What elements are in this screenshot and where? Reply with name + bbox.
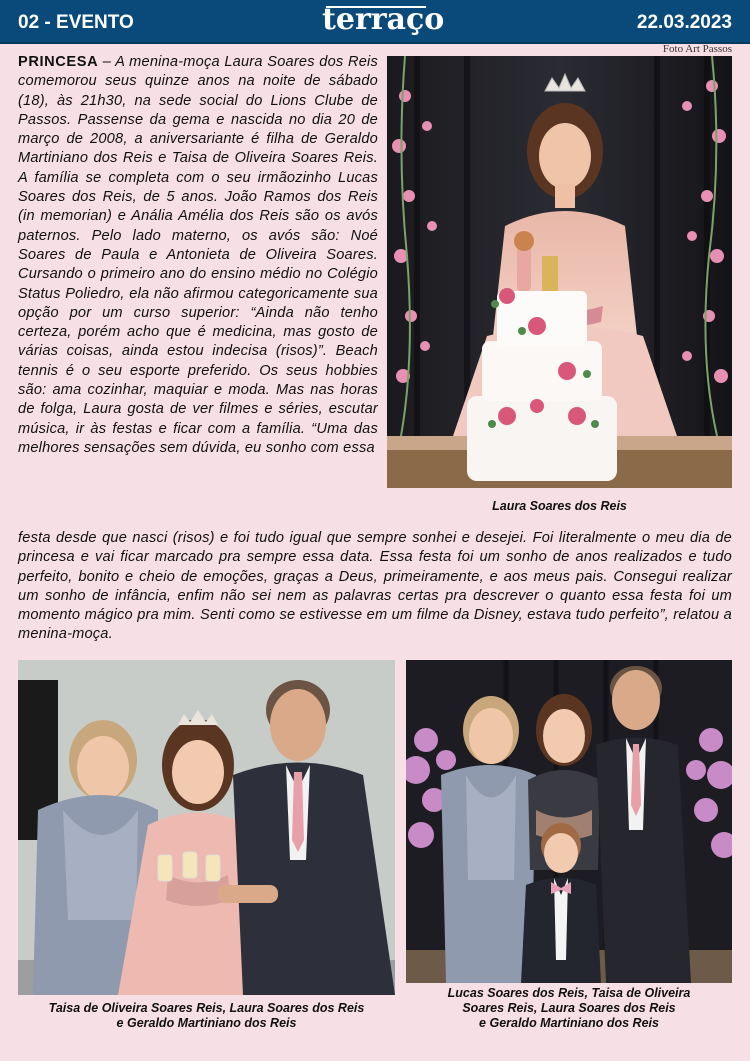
photo-caption-2: [18, 1001, 395, 1031]
photo-caption-2-line1: Taisa de Oliveira Soares Reis, Laura Soares dos Reis: [48, 1001, 365, 1015]
photo-caption-3-line2: Soares Reis, Laura Soares dos Reis: [462, 1001, 676, 1015]
photo-caption-3: [406, 986, 732, 1031]
section-label: 02 - EVENTO: [18, 12, 134, 33]
article-lead: PRINCESA: [18, 54, 99, 70]
issue-date: 22.03.2023: [636, 12, 732, 33]
photo-family-toast: [18, 660, 395, 995]
photo-full-family: [406, 660, 732, 983]
article-continuation: festa desde que nasci (risos) e foi tudo igual que sempre sonhei e desejei. Foi literalmente o meu dia de princesa e vai ficar marcado pra sempre essa data. Essa festa foi um sonho de anos realizados e tudo perfeito, bonito e cheio de emoções, graças a Deus, primeiramente, e aos meus pais. Consegui realizar um sonho de infância, enfim não sei nem as palavras certas pra descrever o quanto essa festa foi um momento mágico pra mim. Senti como se estivesse em um filme da Disney, estava tudo perfeito”, relatou a menina-moça.: [18, 530, 732, 643]
photo-caption-2-line2: e Geraldo Martiniano dos Reis: [116, 1016, 297, 1030]
photo-credit: Foto Art Passos: [662, 43, 732, 55]
photo-full-family-image: [406, 660, 732, 983]
article-body: A menina-moça Laura Soares dos Reis comemorou seus quinze anos na noite de sábado (18), às 21h30, na sede social do Lions Clube de Passos. Passense da gema e nascida no dia 20 de março de 2008, a aniversariante é filha de Geraldo Martiniano dos Reis e Taisa de Oliveira Soares Reis. A família se completa com o seu irmãozinho Lucas Soares dos Reis, de 5 anos. João Ramos dos Reis (in memorian) e Anália Amélia dos Reis são os avós paternos. Pelo lado materno, os avós são: Noé Soares de Paula e Antonieta de Oliveira Soares. Cursando o primeiro ano do ensino médio no Colégio Status Poliedro, ela não afirmou categoricamente sua opção por um curso superior: “Ainda não tenho certeza, porém acho que é medicina, mas gosto de várias coisas, ainda estou indecisa (risos)”. Beach tennis é o seu esporte preferido. Os seus hobbies são: ama cozinhar, maquiar e moda. Mas nas horas de folga, Laura gosta de ver filmes e séries, escutar música, ir às festas e ficar com a família. “Uma das melhores sensações sem dúvida, eu sonho com essa: [18, 54, 378, 456]
article-dash: –: [98, 54, 116, 70]
photo-birthday-girl-image: [387, 56, 732, 488]
photo-birthday-girl: [387, 56, 732, 488]
article-column-text: [18, 53, 378, 458]
photo-family-toast-image: [18, 660, 395, 995]
page-header: [0, 0, 750, 44]
photo-caption-1: Laura Soares dos Reis: [492, 499, 627, 513]
photo-caption-3-line3: e Geraldo Martiniano dos Reis: [479, 1016, 659, 1030]
newspaper-logo: terraço: [322, 2, 445, 37]
photo-caption-3-line1: Lucas Soares dos Reis, Taisa de Oliveira: [447, 986, 691, 1000]
